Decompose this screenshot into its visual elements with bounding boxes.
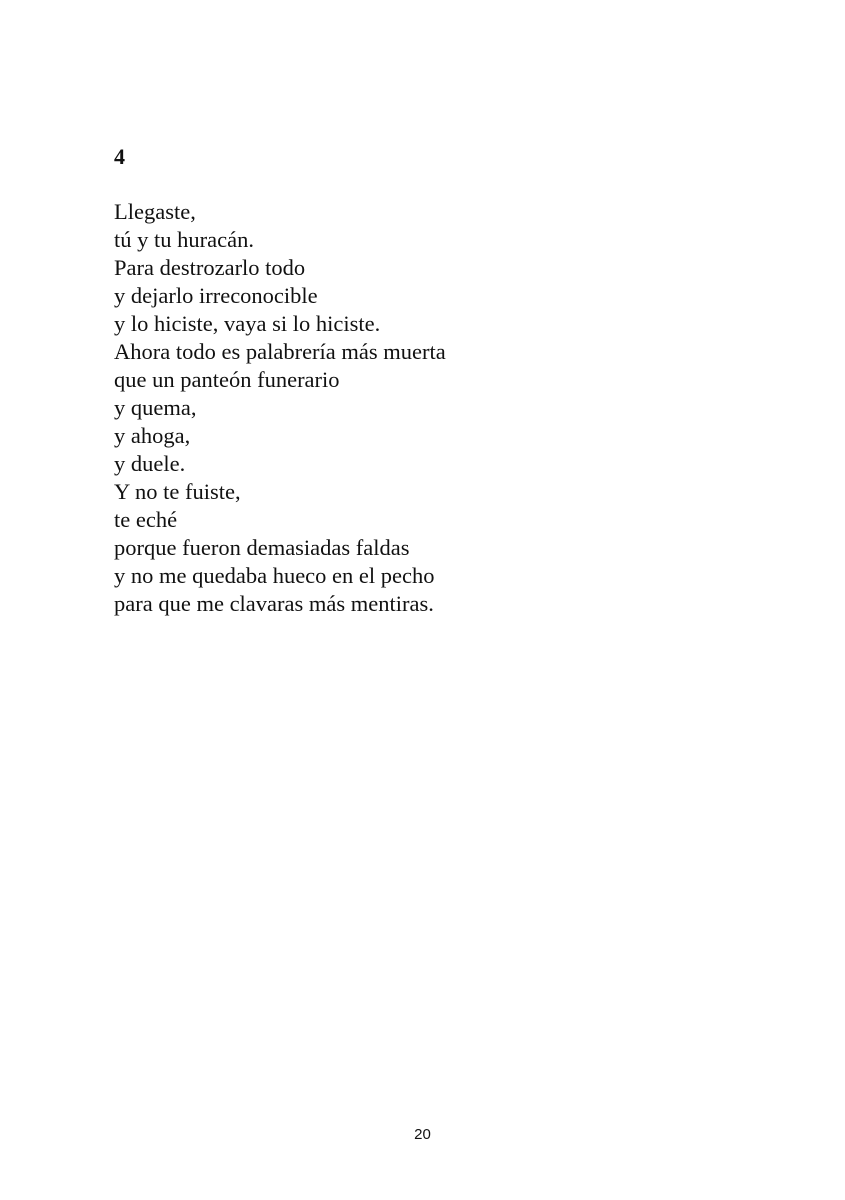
poem-line: y duele. bbox=[114, 451, 186, 476]
poem-line: que un panteón funerario bbox=[114, 367, 340, 392]
poem-line: para que me clavaras más mentiras. bbox=[114, 591, 434, 616]
poem-line: y no me quedaba hueco en el pecho bbox=[114, 563, 435, 588]
poem-line: tú y tu huracán. bbox=[114, 227, 254, 252]
poem-line: y lo hiciste, vaya si lo hiciste. bbox=[114, 311, 381, 336]
poem-line: Y no te fuiste, bbox=[114, 479, 241, 504]
poem-line: y quema, bbox=[114, 395, 197, 420]
page-number: 20 bbox=[414, 1126, 431, 1143]
poem-line: y ahoga, bbox=[114, 423, 191, 448]
poem-body bbox=[114, 198, 446, 618]
poem-number: 4 bbox=[114, 144, 125, 169]
poem-line: Para destrozarlo todo bbox=[114, 255, 306, 280]
poem-line: te eché bbox=[114, 507, 178, 532]
poem-line: Ahora todo es palabrería más muerta bbox=[114, 339, 446, 364]
poem-line: y dejarlo irreconocible bbox=[114, 283, 318, 308]
poem-line: porque fueron demasiadas faldas bbox=[114, 535, 410, 560]
poem-line: Llegaste, bbox=[114, 199, 196, 224]
